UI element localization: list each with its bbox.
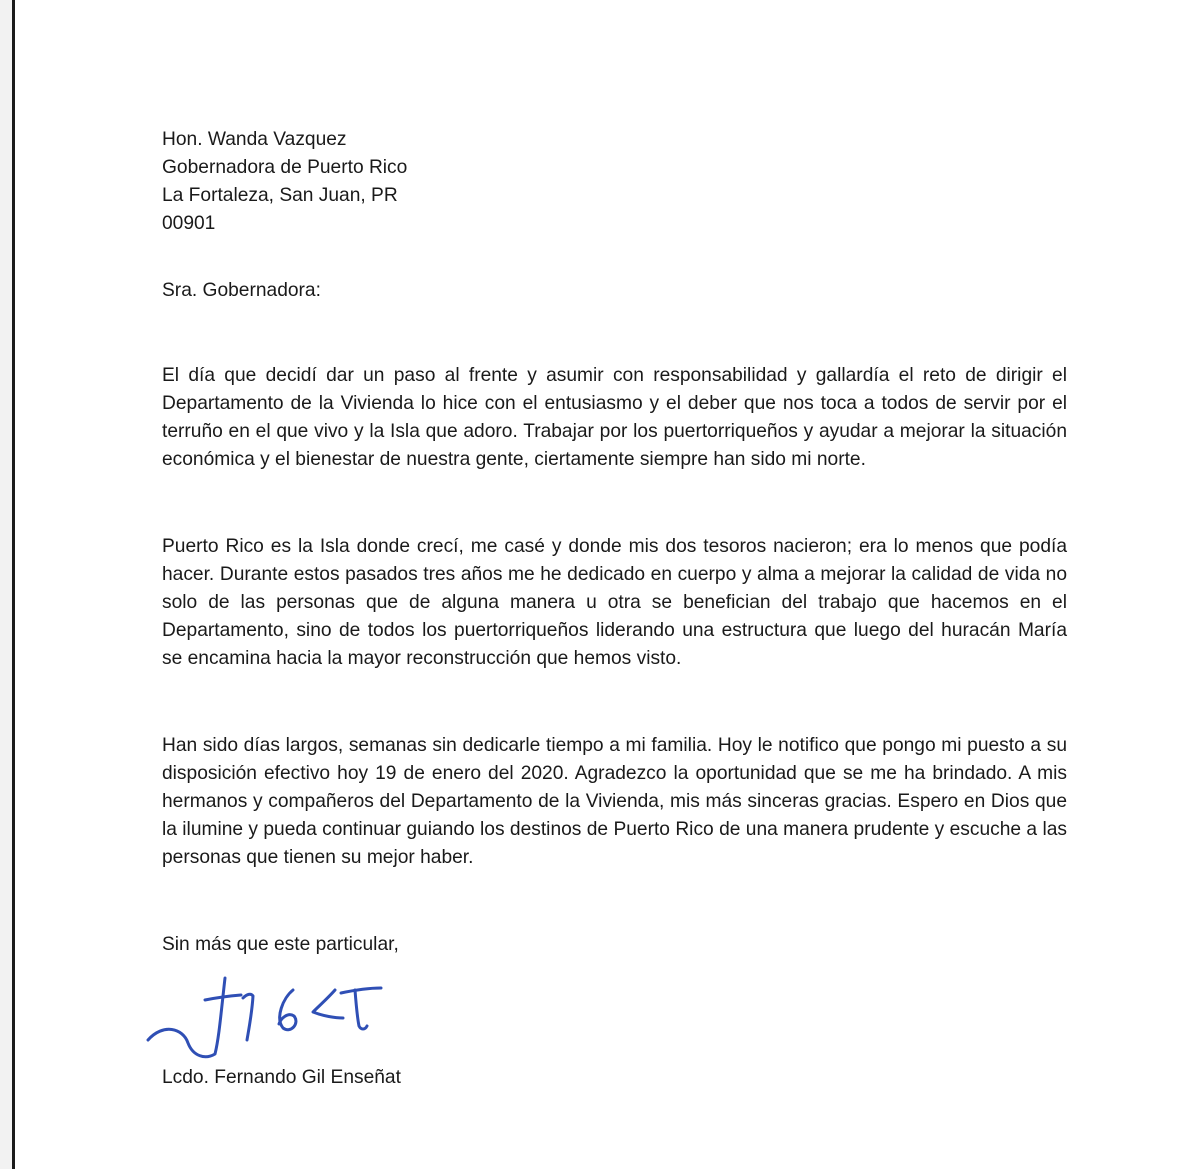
salutation: Sra. Gobernadora: bbox=[162, 280, 321, 301]
paragraph-line: hacer. Durante estos pasados tres años me he dedicado en cuerpo y alma a mejorar la calidad de vida no bbox=[162, 564, 1067, 585]
signature-stroke bbox=[279, 990, 296, 1030]
handwritten-signature bbox=[143, 968, 393, 1068]
paragraph-line: El día que decidí dar un paso al frente y asumir con responsabilidad y gallardía el reto de dirigir el bbox=[162, 365, 1067, 386]
paragraph-line: solo de las personas que de alguna manera u otra se benefician del trabajo que hacemos en el bbox=[162, 592, 1067, 613]
recipient-address-line: La Fortaleza, San Juan, PR bbox=[162, 185, 398, 206]
signature-stroke bbox=[355, 990, 367, 1029]
paragraph-line: personas que tienen su mejor haber. bbox=[162, 847, 474, 868]
recipient-title: Gobernadora de Puerto Rico bbox=[162, 157, 408, 178]
paragraph-line: la ilumine y pueda continuar guiando los destinos de Puerto Rico de una manera prudente y escuche a las bbox=[162, 819, 1067, 840]
closing: Sin más que este particular, bbox=[162, 934, 399, 955]
paragraph-line: hermanos y compañeros del Departamento de la Vivienda, mis más sinceras gracias. Espero en Dios que bbox=[162, 791, 1067, 812]
signature-stroke bbox=[313, 990, 343, 1018]
recipient-name: Hon. Wanda Vazquez bbox=[162, 129, 347, 150]
recipient-postal-code: 00901 bbox=[162, 213, 216, 234]
signature-stroke bbox=[341, 988, 381, 993]
signature-stroke bbox=[148, 978, 225, 1057]
paragraph-line: disposición efectivo hoy 19 de enero del 2020. Agradezco la oportunidad que se me ha brindado. A mis bbox=[162, 763, 1067, 784]
paragraph-1 bbox=[162, 362, 1067, 474]
recipient-address bbox=[162, 126, 662, 238]
paragraph-line: económica y el bienestar de nuestra gente, ciertamente siempre han sido mi norte. bbox=[162, 449, 866, 470]
letter-page bbox=[12, 0, 1200, 1169]
signature-stroke bbox=[243, 994, 253, 1040]
signer-name: Lcdo. Fernando Gil Enseñat bbox=[162, 1067, 401, 1088]
paragraph-3 bbox=[162, 732, 1067, 872]
paragraph-line: Departamento de la Vivienda lo hice con el entusiasmo y el deber que nos toca a todos de servir por el bbox=[162, 393, 1067, 414]
paragraph-line: Puerto Rico es la Isla donde crecí, me casé y donde mis dos tesoros nacieron; era lo menos que podía bbox=[162, 536, 1067, 557]
paragraph-2 bbox=[162, 533, 1067, 673]
paragraph-line: terruño en el que vivo y la Isla que adoro. Trabajar por los puertorriqueños y ayudar a mejorar la situación bbox=[162, 421, 1067, 442]
paragraph-line: se encamina hacia la mayor reconstrucción que hemos visto. bbox=[162, 648, 682, 669]
paragraph-line: Han sido días largos, semanas sin dedicarle tiempo a mi familia. Hoy le notifico que pongo mi puesto a su bbox=[162, 735, 1067, 756]
paragraph-line: Departamento, sino de todos los puertorriqueños liderando una estructura que luego del huracán María bbox=[162, 620, 1067, 641]
